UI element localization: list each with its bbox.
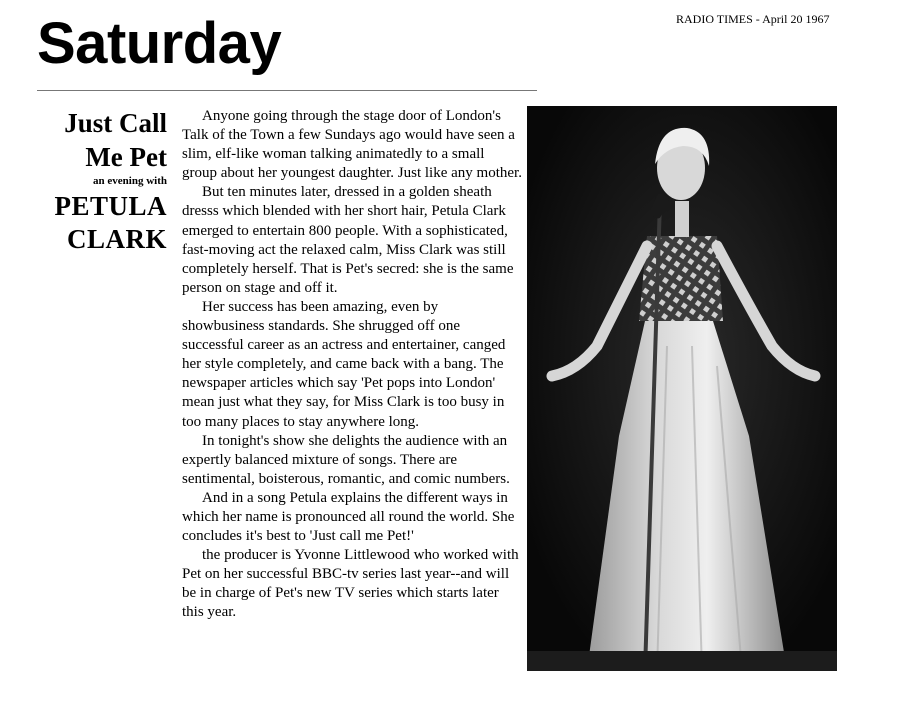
article-paragraph: But ten minutes later, dressed in a golden sheath dresss which blended with her short hair, Petula Clark emerged to entertain 800 people. With a sophisticated, fast-moving act the relaxed calm, Miss Clark was still completely herself. That is Pet's secred: she is the same person on stage and off it.: [182, 184, 514, 296]
article-body: [182, 107, 522, 623]
page-title: Saturday: [37, 11, 282, 76]
title-divider: [37, 90, 537, 91]
performer-name-line-2: CLARK: [66, 224, 167, 254]
headline-line-2: Me Pet: [85, 142, 167, 172]
performer-name-line-1: PETULA: [54, 191, 167, 221]
headline-line-1: Just Call: [64, 108, 167, 138]
performer-photo-illustration: [527, 106, 837, 671]
article-paragraph: And in a song Petula explains the different ways in which her name is pronounced all round the world. She concludes it's best to 'Just call me Pet!': [182, 489, 515, 545]
performer-photo: [527, 106, 837, 671]
article-paragraph: Anyone going through the stage door of London's Talk of the Town a few Sundays ago would have seen a slim, elf-like woman talking animatedly to a small group about her youngest daughter. Just like any mother.: [182, 108, 522, 182]
article-paragraph: Her success has been amazing, even by showbusiness standards. She shrugged off one successful career as an actress and entertainer, canged her style completely, and came back with a bang. The newspaper articles which say 'Pet pops into London' mean just what they say, for Miss Clark is too busy in too many places to stay anywhere long.: [182, 298, 506, 430]
sidebar-heading: [30, 106, 167, 256]
headline-subtitle: an evening with: [93, 175, 167, 187]
article-paragraph: the producer is Yvonne Littlewood who worked with Pet on her successful BBC-tv series last year--and will be in charge of Pet's new TV series which starts later this year.: [182, 547, 519, 621]
article-paragraph: In tonight's show she delights the audience with an expertly balanced mixture of songs. There are sentimental, boisterous, romantic, and comic numbers.: [182, 432, 510, 487]
masthead: RADIO TIMES - April 20 1967: [676, 12, 830, 26]
